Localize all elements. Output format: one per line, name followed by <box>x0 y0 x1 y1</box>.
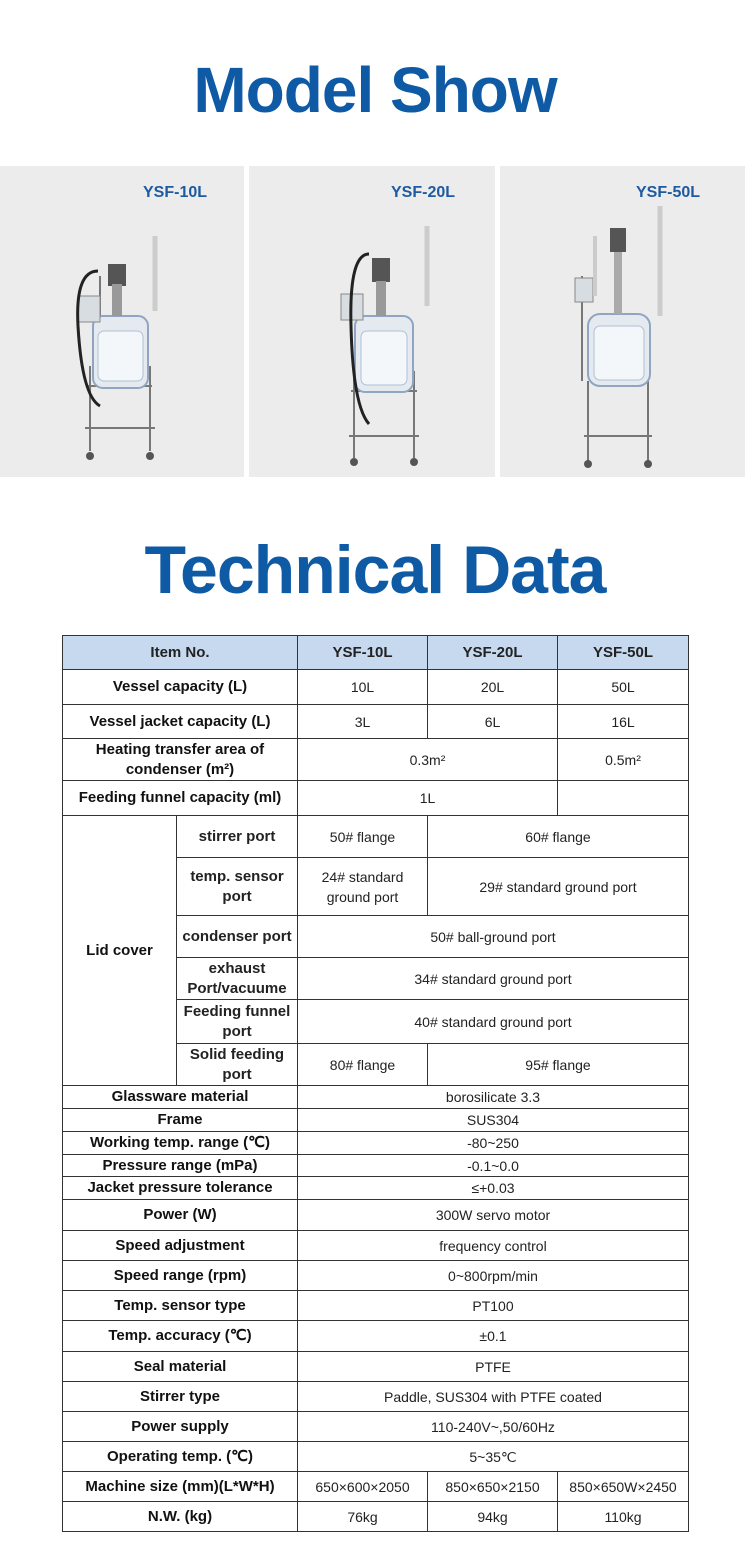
cell: ≤+0.03 <box>298 1177 689 1200</box>
row-label: Temp. accuracy (℃) <box>63 1321 298 1352</box>
table-row <box>63 1412 689 1442</box>
cell: 110kg <box>558 1502 689 1532</box>
table-row <box>63 1177 689 1200</box>
reactor-image-ysf-10l <box>0 166 244 477</box>
cell: 50L <box>558 670 689 705</box>
cell: 94kg <box>428 1502 558 1532</box>
table-row <box>63 1291 689 1321</box>
table-row <box>63 781 689 816</box>
table-row <box>63 1261 689 1291</box>
header-model-2: YSF-20L <box>428 636 558 670</box>
cell: 34# standard ground port <box>298 958 689 1000</box>
table-row <box>63 816 689 858</box>
cell: 110-240V~,50/60Hz <box>298 1412 689 1442</box>
product-panel-ysf-20l[interactable] <box>249 166 495 477</box>
cell: borosilicate 3.3 <box>298 1086 689 1109</box>
table-row <box>63 1382 689 1412</box>
technical-data-table <box>62 635 689 1532</box>
row-label: Feeding funnel capacity (ml) <box>63 781 298 816</box>
cell: 3L <box>298 705 428 739</box>
table-row <box>63 1502 689 1532</box>
cell: -0.1~0.0 <box>298 1155 689 1177</box>
row-label: Jacket pressure tolerance <box>63 1177 298 1200</box>
cell: 29# standard ground port <box>428 858 689 916</box>
row-label: stirrer port <box>177 816 298 858</box>
cell: 95# flange <box>428 1044 689 1086</box>
table-row <box>63 1155 689 1177</box>
cell: 300W servo motor <box>298 1200 689 1231</box>
row-label: Solid feeding port <box>177 1044 298 1086</box>
cell: PT100 <box>298 1291 689 1321</box>
table-header-row <box>63 636 689 670</box>
reactor-image-ysf-20l <box>249 166 495 477</box>
cell: 50# flange <box>298 816 428 858</box>
cell: 0.5m² <box>558 739 689 781</box>
table-row <box>63 670 689 705</box>
product-panel-ysf-50l[interactable] <box>500 166 745 477</box>
model-show-title: Model Show <box>193 54 557 126</box>
cell: 0~800rpm/min <box>298 1261 689 1291</box>
cell: PTFE <box>298 1352 689 1382</box>
cell: 20L <box>428 670 558 705</box>
row-label: Temp. sensor type <box>63 1291 298 1321</box>
header-item-no: Item No. <box>63 636 298 670</box>
table-row <box>63 1321 689 1352</box>
table-row <box>63 1472 689 1502</box>
row-label: Seal material <box>63 1352 298 1382</box>
row-label: Frame <box>63 1109 298 1132</box>
row-label: Power supply <box>63 1412 298 1442</box>
cell: 24# standard ground port <box>298 858 428 916</box>
cell: 6L <box>428 705 558 739</box>
table-row <box>63 1200 689 1231</box>
row-label: temp. sensor port <box>177 858 298 916</box>
cell <box>558 781 689 816</box>
table-row <box>63 705 689 739</box>
cell: 650×600×2050 <box>298 1472 428 1502</box>
row-label: Feeding funnel port <box>177 1000 298 1044</box>
header-model-3: YSF-50L <box>558 636 689 670</box>
cell: 850×650×2150 <box>428 1472 558 1502</box>
row-label: Stirrer type <box>63 1382 298 1412</box>
row-label: Glassware material <box>63 1086 298 1109</box>
product-label-ysf-20l: YSF-20L <box>391 184 456 201</box>
cell: 16L <box>558 705 689 739</box>
row-label: Speed adjustment <box>63 1231 298 1261</box>
cell: Paddle, SUS304 with PTFE coated <box>298 1382 689 1412</box>
table-row <box>63 1132 689 1155</box>
header-model-1: YSF-10L <box>298 636 428 670</box>
row-label: Working temp. range (℃) <box>63 1132 298 1155</box>
table-row <box>63 1109 689 1132</box>
table-row <box>63 1442 689 1472</box>
row-label: Vessel jacket capacity (L) <box>63 705 298 739</box>
cell: 850×650W×2450 <box>558 1472 689 1502</box>
cell: 50# ball-ground port <box>298 916 689 958</box>
row-label: condenser port <box>177 916 298 958</box>
cell: 40# standard ground port <box>298 1000 689 1044</box>
cell: 5~35℃ <box>298 1442 689 1472</box>
row-label: Heating transfer area of condenser (m²) <box>63 739 298 781</box>
cell: -80~250 <box>298 1132 689 1155</box>
row-label: Operating temp. (℃) <box>63 1442 298 1472</box>
table-row <box>63 1231 689 1261</box>
product-panel-ysf-10l[interactable] <box>0 166 244 477</box>
product-label-ysf-50l: YSF-50L <box>636 184 701 201</box>
cell: frequency control <box>298 1231 689 1261</box>
row-label: exhaust Port/vacuume <box>177 958 298 1000</box>
table-row <box>63 739 689 781</box>
row-label: Speed range (rpm) <box>63 1261 298 1291</box>
cell: 0.3m² <box>298 739 558 781</box>
reactor-image-ysf-50l <box>500 166 745 477</box>
cell: 1L <box>298 781 558 816</box>
table-row <box>63 1086 689 1109</box>
cell: ±0.1 <box>298 1321 689 1352</box>
lid-cover-label: Lid cover <box>63 816 177 1086</box>
technical-data-title: Technical Data <box>144 532 606 608</box>
cell: 10L <box>298 670 428 705</box>
cell: 80# flange <box>298 1044 428 1086</box>
cell: 60# flange <box>428 816 689 858</box>
row-label: Power (W) <box>63 1200 298 1231</box>
row-label: Vessel capacity (L) <box>63 670 298 705</box>
cell: SUS304 <box>298 1109 689 1132</box>
row-label: Machine size (mm)(L*W*H) <box>63 1472 298 1502</box>
table-row <box>63 1352 689 1382</box>
cell: 76kg <box>298 1502 428 1532</box>
row-label: N.W. (kg) <box>63 1502 298 1532</box>
product-label-ysf-10l: YSF-10L <box>143 184 208 201</box>
row-label: Pressure range (mPa) <box>63 1155 298 1177</box>
